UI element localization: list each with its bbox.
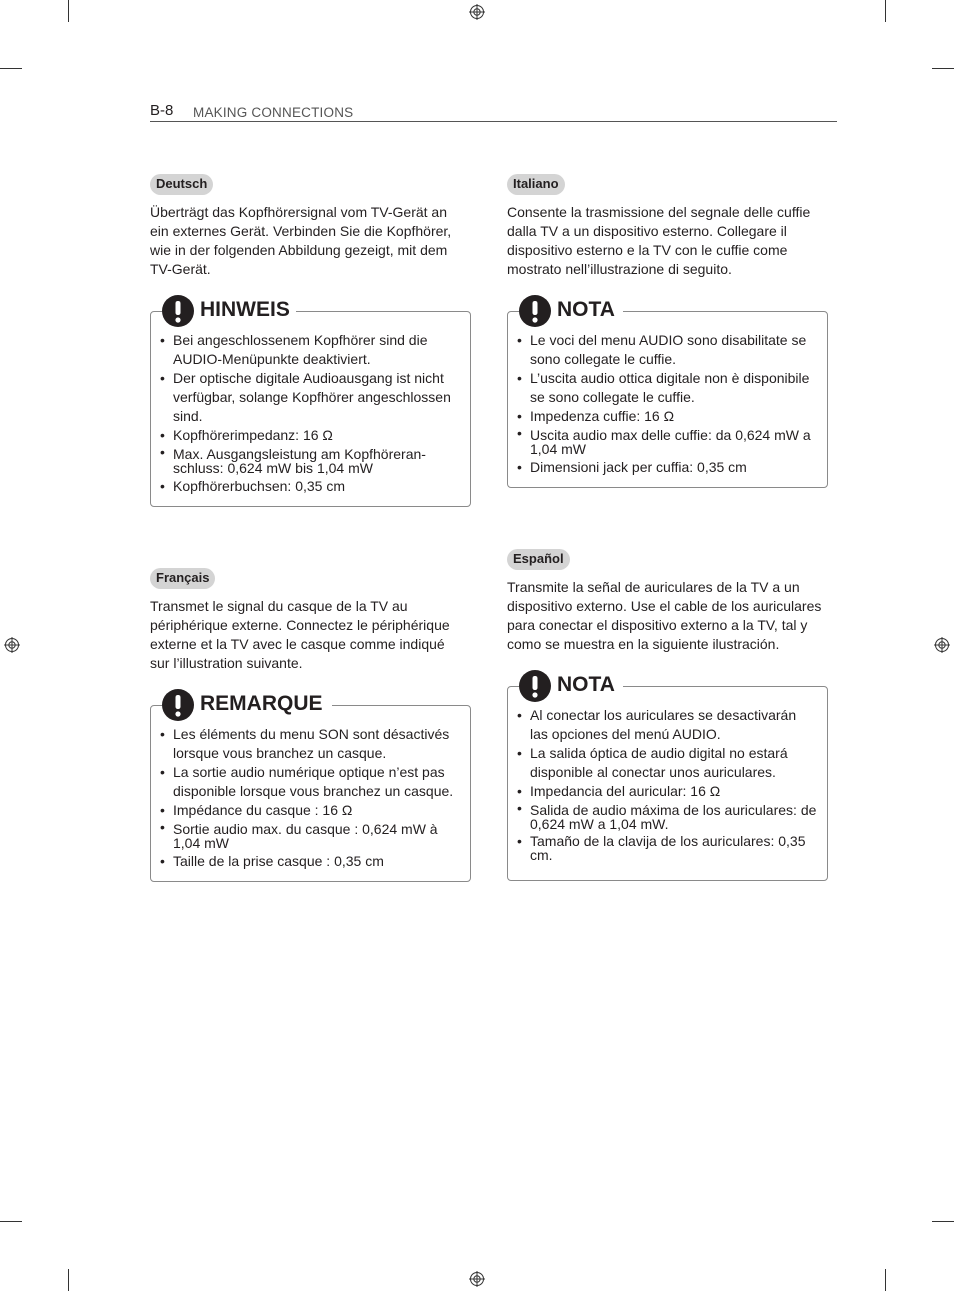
language-label-italiano: Italiano (507, 174, 565, 195)
list-item: • Salida de audio máxima de los auriculares: de 0,624 mW a 1,04 mW. (517, 801, 817, 834)
crop-mark (0, 68, 22, 69)
note-title: NOTA (557, 673, 615, 696)
list-item: • Sortie audio max. du casque : 0,624 mW à 1,04 mW (160, 820, 460, 853)
note-header (162, 689, 332, 723)
crop-mark (68, 0, 69, 22)
crop-mark (68, 1269, 69, 1291)
page-number: B-8 (150, 102, 174, 119)
description-italiano: Consente la trasmissione del segnale delle cuffie dalla TV a un dispositivo esterno. Collegare il dispositivo esterno e la TV con le cuffie come mostrato nell’illustrazione di seguito. (507, 204, 811, 277)
list-item: • Der optische digitale Audioausgang ist nicht verfügbar, solange Kopfhörer angeschlossen sind. (160, 369, 460, 426)
registration-mark-icon (4, 637, 20, 653)
note-box-hinweis (150, 311, 471, 507)
list-item: • Kopfhörerimpedanz: 16 Ω (160, 426, 460, 445)
note-header (519, 670, 623, 704)
note-title: REMARQUE (200, 692, 323, 715)
language-label-espanol: Español (507, 549, 570, 570)
list-item: • Impedancia del auricular: 16 Ω (517, 782, 817, 801)
description-espanol: Transmite la señal de auriculares de la TV a un dispositivo externo. Use el cable de los auriculares para conectar el dispositivo externo a la TV, tal y como se muestra en la siguiente ilustración. (507, 579, 822, 652)
list-item: • Kopfhörerbuchsen: 0,35 cm (160, 478, 460, 495)
note-title: HINWEIS (200, 298, 290, 321)
list-item: • Impedenza cuffie: 16 Ω (517, 407, 817, 426)
note-list (160, 331, 460, 495)
note-title: NOTA (557, 298, 615, 321)
note-header (519, 295, 623, 329)
note-box-nota-es (507, 686, 828, 881)
list-item: • Les éléments du menu SON sont désactivés lorsque vous branchez un casque. (160, 725, 460, 763)
list-item: • Max. Ausgangsleistung am Kopfhöreran-schluss: 0,624 mW bis 1,04 mW (160, 445, 460, 478)
exclamation-icon (519, 670, 551, 702)
list-item: • Al conectar los auriculares se desactivarán las opciones del menú AUDIO. (517, 706, 817, 744)
registration-mark-icon (469, 4, 485, 20)
language-label-francais: Français (150, 568, 215, 589)
description-francais: Transmet le signal du casque de la TV au périphérique externe. Connectez le périphérique externe et la TV avec le casque comme indiqué sur l’illustration suivante. (150, 598, 450, 671)
list-item: • Tamaño de la clavija de los auriculares: 0,35 cm. (517, 834, 817, 862)
list-item: • Impédance du casque : 16 Ω (160, 801, 460, 820)
note-box-remarque (150, 705, 471, 882)
exclamation-icon (162, 689, 194, 721)
page-header (150, 102, 837, 122)
language-label-deutsch: Deutsch (150, 174, 213, 195)
list-item: • Uscita audio max delle cuffie: da 0,624 mW a 1,04 mW (517, 426, 817, 459)
note-list (517, 331, 817, 476)
list-item: • La sortie audio numérique optique n’est pas disponible lorsque vous branchez un casque. (160, 763, 460, 801)
registration-mark-icon (934, 637, 950, 653)
exclamation-icon (162, 295, 194, 327)
list-item: • Bei angeschlossenem Kopfhörer sind die AUDIO-Menüpunkte deaktiviert. (160, 331, 460, 369)
list-item: • Dimensioni jack per cuffia: 0,35 cm (517, 459, 817, 476)
note-box-nota-it (507, 311, 828, 488)
crop-mark (932, 68, 954, 69)
list-item: • L’uscita audio ottica digitale non è disponibile se sono collegate le cuffie. (517, 369, 817, 407)
note-list (160, 725, 460, 870)
list-item: • Taille de la prise casque : 0,35 cm (160, 853, 460, 870)
section-title: MAKING CONNECTIONS (193, 105, 354, 120)
registration-mark-icon (469, 1271, 485, 1287)
exclamation-icon (519, 295, 551, 327)
list-item: • La salida óptica de audio digital no estará disponible al conectar unos auriculares. (517, 744, 817, 782)
crop-mark (885, 0, 886, 22)
note-list (517, 706, 817, 862)
description-deutsch: Überträgt das Kopfhörersignal vom TV-Gerät an ein externes Gerät. Verbinden Sie die Kopfhörer, wie in der folgenden Abbildung gezeigt, mit dem TV-Gerät. (150, 204, 452, 277)
crop-mark (932, 1221, 954, 1222)
crop-mark (0, 1221, 22, 1222)
note-header (162, 295, 296, 329)
crop-mark (885, 1269, 886, 1291)
list-item: • Le voci del menu AUDIO sono disabilitate se sono collegate le cuffie. (517, 331, 817, 369)
